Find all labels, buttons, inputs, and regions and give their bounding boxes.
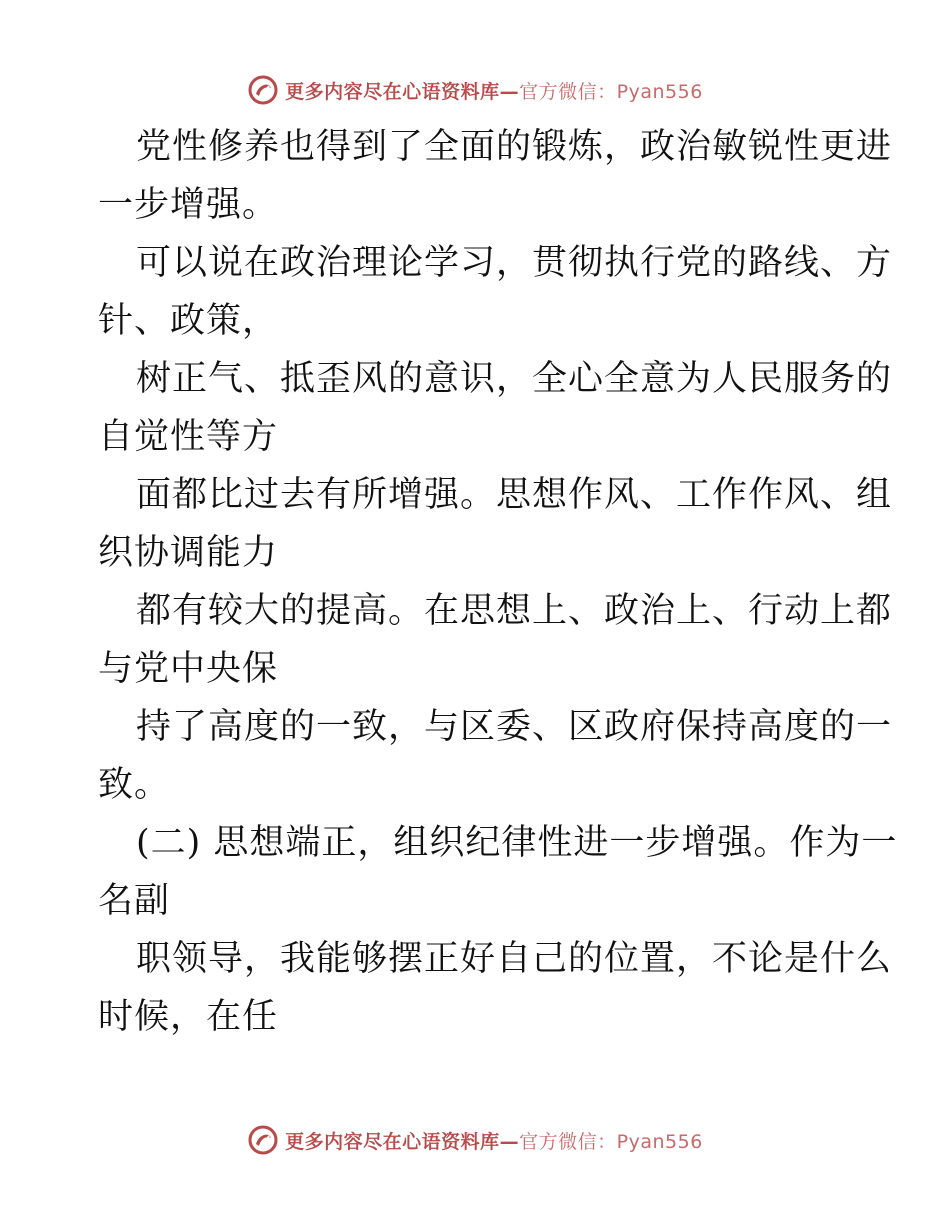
text-line: 自觉性等方 [98, 417, 279, 457]
text-line: 名副 [98, 881, 171, 921]
text-line: (二) 思想端正，组织纪律性进一步增强。作为一 [136, 823, 898, 863]
banner-dash: — [499, 80, 520, 103]
text-line: 党性修养也得到了全面的锻炼，政治敏锐性更进 [136, 127, 893, 167]
banner-text [285, 1127, 703, 1154]
banner-dash: — [499, 1130, 520, 1153]
text-line: 一步增强。 [98, 185, 279, 225]
text-line: 织协调能力 [98, 533, 279, 573]
swirl-logo-icon [247, 74, 279, 106]
banner-main-text: 更多内容尽在心语资料库 [285, 80, 500, 103]
banner-wechat-text: 官方微信：Pyan556 [519, 80, 703, 103]
banner-wechat-text: 官方微信：Pyan556 [519, 1130, 703, 1153]
text-line: 针、政策， [98, 301, 279, 341]
text-line: 与党中央保 [98, 649, 279, 689]
swirl-logo-icon [247, 1124, 279, 1156]
header-banner [0, 70, 950, 110]
footer-banner [0, 1120, 950, 1160]
text-line: 持了高度的一致，与区委、区政府保持高度的一 [136, 707, 893, 747]
document-body [98, 118, 898, 1046]
text-line: 时候，在任 [98, 997, 279, 1037]
text-line: 职领导，我能够摆正好自己的位置，不论是什么 [136, 939, 893, 979]
text-line: 致。 [98, 765, 171, 805]
text-line: 面都比过去有所增强。思想作风、工作作风、组 [136, 475, 893, 515]
banner-main-text: 更多内容尽在心语资料库 [285, 1130, 500, 1153]
banner-text [285, 77, 703, 104]
text-line: 可以说在政治理论学习，贯彻执行党的路线、方 [136, 243, 893, 283]
text-line: 树正气、抵歪风的意识，全心全意为人民服务的 [136, 359, 893, 399]
text-line: 都有较大的提高。在思想上、政治上、行动上都 [136, 591, 893, 631]
